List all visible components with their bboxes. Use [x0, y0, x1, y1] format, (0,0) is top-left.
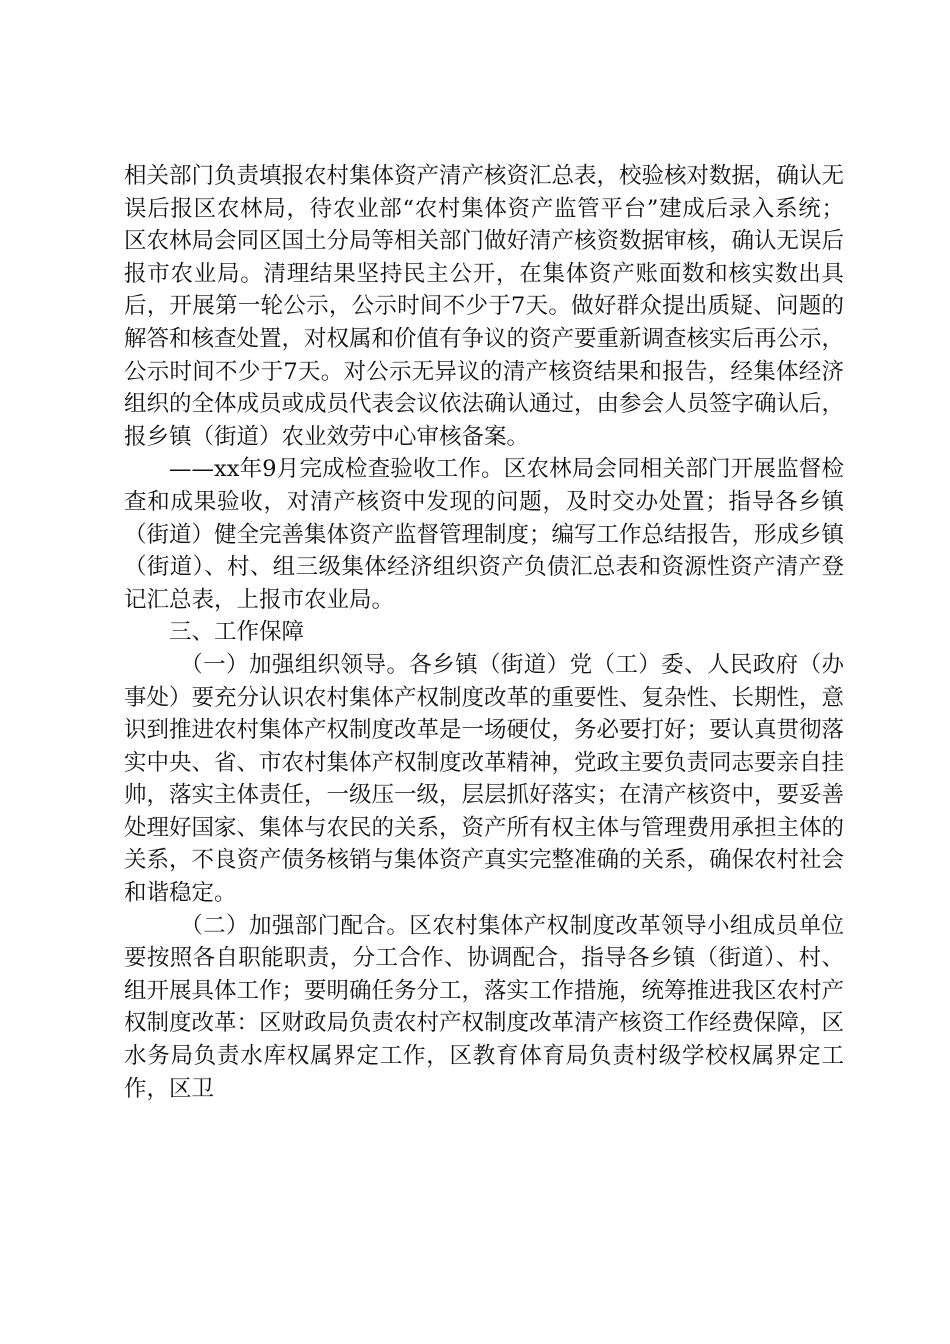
paragraph-organization-leadership: （一）加强组织领导。各乡镇（街道）党（工）委、人民政府（办事处）要充分认识农村集体产权制度改革的重要性、复杂性、长期性，意识到推进农村集体产权制度改革是一场硬仗，务必要打好；要认真贯彻落实中央、省、市农村集体产权制度改革精神，党政主要负责同志要亲自挂帅，落实主体责任，一级压一级，层层抓好落实；在清产核资中，要妥善处理好国家、集体与农民的关系，资产所有权主体与管理费用承担主体的关系，不良资产债务核销与集体资产真实完整准确的关系，确保农村社会和谐稳定。: [124, 651, 845, 907]
document-body: [124, 160, 844, 1105]
paragraph-department-cooperation: （二）加强部门配合。区农村集体产权制度改革领导小组成员单位要按照各自职能职责，分工合作、协调配合，指导各乡镇（街道）、村、组开展具体工作；要明确任务分工，落实工作措施，统筹推进我区农村产权制度改革：区财政局负责农村产权制度改革清产核资工作经费保障，区水务局负责水库权属界定工作，区教育体育局负责村级学校权属界定工作，区卫: [124, 912, 845, 1102]
paragraph-asset-verification-report: 相关部门负责填报农村集体资产清产核资汇总表，校验核对数据，确认无误后报区农林局，待农业部“农村集体资产监管平台”建成后录入系统；区农林局会同区国土分局等相关部门做好清产核资数据审核，确认无误后报市农业局。清理结果坚持民主公开，在集体资产账面数和核实数出具后，开展第一轮公示，公示时间不少于7天。做好群众提出质疑、问题的解答和核查处置，对权属和价值有争议的资产要重新调查核实后再公示，公示时间不少于7天。对公示无异议的清产核资结果和报告，经集体经济组织的全体成员或成员代表会议依法确认通过，由参会人员签字确认后，报乡镇（街道）农业效劳中心审核备案。: [124, 163, 845, 450]
paragraph-inspection-acceptance: ——xx年9月完成检查验收工作。区农林局会同相关部门开展监督检查和成果验收，对清产核资中发现的问题，及时交办处置；指导各乡镇（街道）健全完善集体资产监督管理制度；编写工作总结报告，形成乡镇（街道）、村、组三级集体经济组织资产负债汇总表和资源性资产清产登记汇总表，上报市农业局。: [124, 456, 845, 613]
section-heading-work-guarantee: 三、工作保障: [169, 619, 305, 646]
